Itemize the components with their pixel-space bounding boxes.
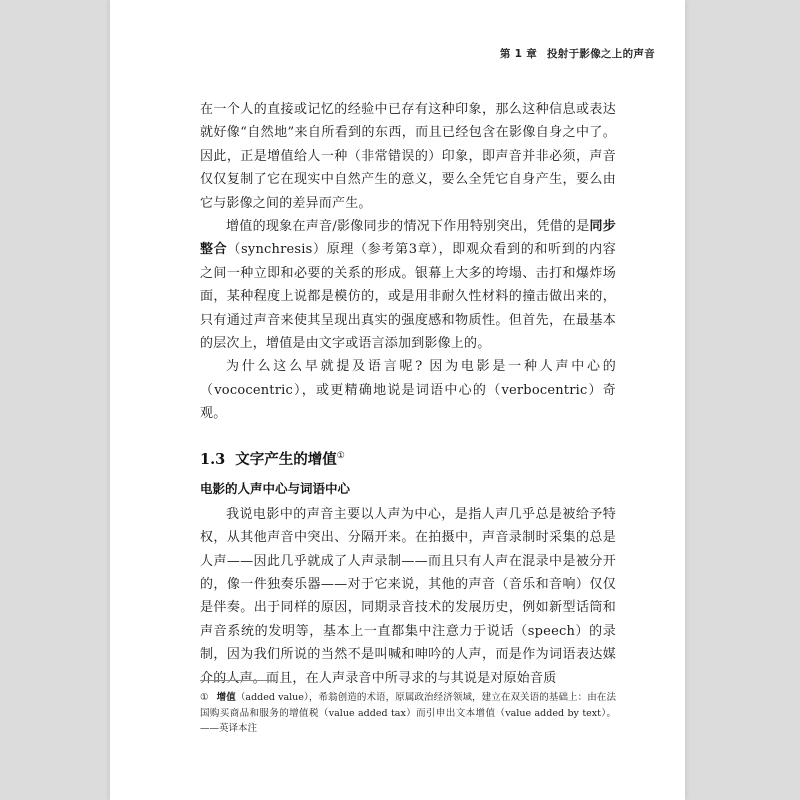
paragraph-2-part1: 增值的现象在声音/影像同步的情况下作用特别突出，凭借的是 [226, 219, 590, 235]
term-synchresis: 同步整合 [200, 219, 616, 258]
section-number: 1.3 [200, 450, 226, 468]
paragraph-4: 我说电影中的声音主要以人声为中心，是指人声几乎总是被给予特权，从其他声音中突出、分隔开来。在拍摄中，声音录制时采集的总是人声——因此几乎就成了人声录制——而且只有人声在混录中是被分开的，像一件独奏乐器——对于它来说，其他的声音（音乐和音响）仅仅是伴奏。出于同样的原因，同期录音技术的发展历史，例如新型话筒和声音系统的发明等，基本上一直都集中注意力于说话（speech）的录制，因为我们所说的当然不是叫喊和呻吟的人声，而是作为词语表达媒介的人声。而且，在人声录音中所寻求的与其说是对原始音质 [200, 506, 616, 686]
footnote [200, 690, 616, 737]
paragraph-2 [200, 215, 616, 355]
footnote-reference[interactable]: ① [336, 450, 345, 461]
chapter-title: 投射于影像之上的声音 [547, 48, 655, 60]
chapter-number: 第 1 章 [499, 48, 537, 60]
footnote-divider [200, 680, 276, 681]
section-heading [200, 448, 616, 469]
running-header [500, 46, 655, 61]
section-title: 文字产生的增值 [235, 450, 337, 468]
page-body [200, 98, 616, 690]
book-page [110, 0, 685, 800]
paragraph-2-part2: （synchresis）原理（参考第3章），即观众看到的和听到的内容之间一种立即和必要的关系的形成。银幕上大多的垮塌、击打和爆炸场面，某种程度上说都是模仿的，或是用非耐久性材料的撞击做出来的，只有通过声音来使其呈现出真实的强度感和物质性。但首先，在最基本的层次上，增值是由文字或语言添加到影像上的。 [200, 242, 616, 352]
paragraph-3: 为什么这么早就提及语言呢? 因为电影是一种人声中心的（vococentric），或更精确地说是词语中心的（verbocentric）奇观。 [200, 359, 616, 422]
subheading: 电影的人声中心与词语中心 [200, 480, 351, 496]
footnote-mark: ① [200, 692, 209, 703]
footnote-text: （added value），希翁创造的术语，原属政治经济领域，建立在双关语的基础上：由在法国购买商品和服务的增值税（value added tax）而引申出文本增值（value added by text）。——英译本注 [200, 692, 616, 734]
paragraph-1: 在一个人的直接或记忆的经验中已存有这种印象，那么这种信息或表达就好像“自然地”来自所看到的东西，而且已经包含在影像自身之中了。因此，正是增值给人一种（非常错误的）印象，即声音并非必须，声音仅仅复制了它在现实中自然产生的意义，要么全凭它自身产生，要么由它与影像之间的差异而产生。 [200, 102, 616, 211]
footnote-term: 增值 [216, 692, 236, 703]
